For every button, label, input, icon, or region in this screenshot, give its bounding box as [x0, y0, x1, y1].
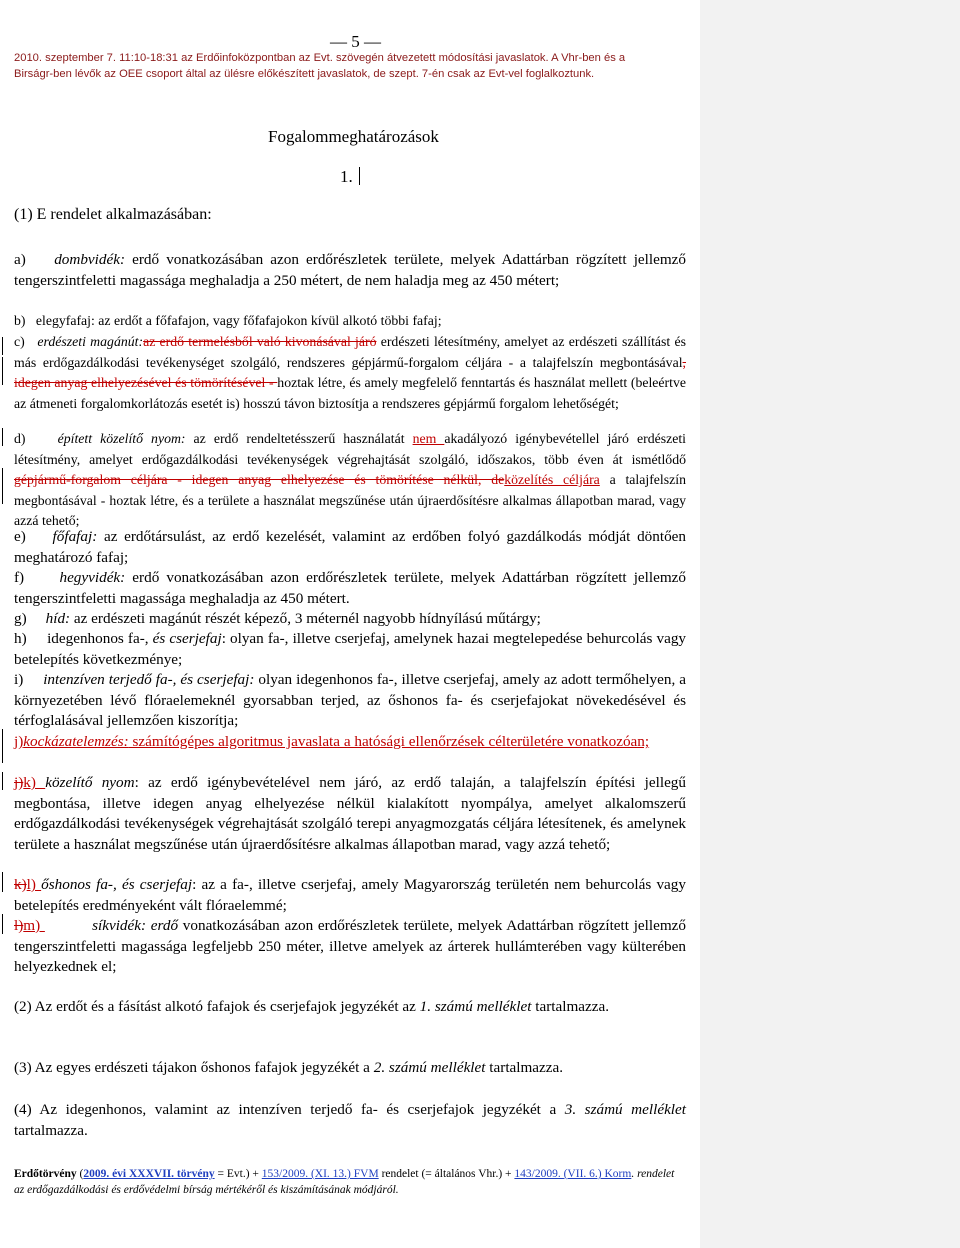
footer-law-link[interactable]: 2009. évi XXXVII. törvény — [83, 1168, 215, 1180]
annex-reference: 2. számú melléklet — [373, 1059, 486, 1076]
definition-e — [14, 527, 686, 568]
change-bar — [2, 914, 3, 934]
change-bar — [2, 872, 3, 892]
deleted-label: k) — [14, 876, 27, 893]
term-italic: és cserjefaj — [152, 630, 222, 647]
definition-m — [14, 916, 686, 978]
item-label: f) — [14, 569, 25, 586]
footer-text: rendelet (= általános Vhr.) + — [378, 1168, 515, 1180]
paragraph-text: tartalmazza. — [531, 998, 610, 1015]
inserted-label: m) — [23, 917, 45, 934]
text-cursor — [359, 167, 360, 185]
paragraph-4 — [14, 1100, 686, 1141]
term: közelítő nyom — [45, 774, 135, 791]
term: őshonos fa-, és cserjefaj — [41, 876, 193, 893]
term: elegyfafaj: — [35, 313, 95, 328]
definition-text: : olyan fa-, illetve cserjefaj, amelynek hazai megtelepedése behurcolás vagy betelepítés következménye; — [14, 630, 687, 668]
term: dombvidék: — [54, 251, 126, 268]
definition-h — [14, 629, 686, 670]
section-title: Fogalommeghatározások — [268, 127, 439, 146]
paragraph-2 — [14, 997, 686, 1018]
definition-text: az erdőt a főfafajon, vagy főfafajokon kívül alkotó többi fafaj; — [94, 313, 442, 328]
inserted-text: nem — [412, 431, 445, 446]
definition-text: a talajfelszín megbontásával - hoztak létre, és a területe a használat megszűnése után újraerdősítésre alkalmas állapotban marad, vagy azzá tehető; — [14, 472, 686, 528]
change-bar — [2, 428, 3, 446]
definition-text: : az a fa-, illetve cserjefaj, amely Magyarország területén nem behurcolás vagy betelepítés eredményeként vált flóraelemmé; — [14, 876, 686, 914]
item-label: b) — [14, 313, 26, 328]
definition-b — [14, 311, 686, 332]
item-label: i) — [14, 671, 24, 688]
paragraph-3 — [14, 1058, 686, 1079]
revision-note-line2: Birságr-ben lévők az OEE csoport által az ülésre előkészített javaslatok, de szept. 7-én csak az Evt-vel foglalkoztunk. — [14, 68, 595, 80]
deleted-text: gépjármű-forgalom céljára - idegen anyag elhelyezése és tömörítése nélkül, de — [14, 472, 505, 487]
term: híd: — [45, 610, 71, 627]
deleted-label: l) — [14, 917, 24, 934]
paragraph-text: tartalmazza. — [485, 1059, 564, 1076]
term: épített közelítő nyom: — [57, 431, 186, 446]
change-bar — [2, 772, 3, 790]
paragraph-text: (4) Az idegenhonos, valamint az intenzíven terjedő fa- és cserjefajok jegyzékét a — [14, 1101, 565, 1118]
footer-text: = Evt.) + — [214, 1168, 262, 1180]
term: intenzíven terjedő fa-, és cserjefaj: — [43, 671, 255, 688]
footer-decree-link-1[interactable]: 153/2009. (XI. 13.) FVM — [261, 1168, 379, 1180]
annex-reference: 3. számú melléklet — [564, 1101, 686, 1118]
item-label: h) — [14, 630, 27, 647]
term: idegenhonos fa-, — [47, 630, 153, 647]
definition-j — [14, 732, 686, 753]
definition-text: hoztak létre, és amely megfelelő fenntartás és használat mellett (beleértve az átmeneti forgalomkorlátozás esetét is) hosszú távon biztosítja a rendszeres gépjármű forgalom lehetőségét; — [14, 375, 686, 411]
definition-g — [14, 609, 686, 630]
inserted-label: j) — [14, 733, 24, 750]
inserted-text: számítógépes algoritmus javaslata a hatósági ellenőrzések célterületére vonatkozóan; — [128, 733, 650, 750]
page-number: — 5 — — [330, 32, 381, 51]
definition-text: akadályozó igénybevétellel járó erdészeti létesítmény, amelyet erdőgazdálkodási tevékenységek végrehajtását szolgáló, időszakos, több éven át ismétlődő — [14, 431, 687, 467]
change-bar — [2, 729, 3, 763]
definition-text: : az erdő igénybevételével nem járó, az erdő talaján, a talajfelszín építési jellegű megbontása, illetve idegen anyag elhelyezése nélkül kialakított nyompálya, amelyet alkalomszerű erdőgazdálkodási tevékenységek végrehajtását szolgáló terepi anyagmozgatás céljára létesítenek, és amelynek területe a használat megszűnése után újraerdősítésre alkalmas állapotban marad, vagy azzá tehető; — [14, 774, 686, 853]
footer-decree-link-2[interactable]: 143/2009. (VII. 6.) Korm — [514, 1168, 632, 1180]
definition-text: erdészeti létesítmény, amelyet az erdészeti szállítást és más erdőgazdálkodási tevékenységet szolgáló, rendszeres gépjármű-forgalom céljára - a talajfelszín megbontásával — [14, 334, 686, 370]
definition-text: az erdészeti magánút részét képező, 3 méternél nagyobb hídnyílású műtárgy; — [70, 610, 541, 627]
term: síkvidék: erdő — [92, 917, 179, 934]
item-label: d) — [14, 431, 26, 446]
definition-d — [14, 429, 686, 532]
definition-text: erdő vonatkozásában azon erdőrészletek területe, melyek Adattárban rögzített jellemző tengerszintfeletti magassága meghaladja az 450 métert. — [14, 569, 686, 607]
comment-margin — [700, 0, 960, 1248]
definition-text: olyan idegenhonos fa-, illetve cserjefaj, amely az adott termőhelyen, a környezetében lévő flóraelemeknél gyorsabban terjed, az őshonos fa- és cserjefajokat növekedésével és térfoglalásával jellemzően kiszorítja; — [14, 671, 686, 729]
change-bar — [2, 468, 3, 504]
paragraph-text: (2) Az erdőt és a fásítást alkotó fafajok és cserjefajok jegyzékét az — [14, 998, 420, 1015]
item-label: a) — [14, 251, 26, 268]
term: főfafaj: — [52, 528, 98, 545]
definition-text: vonatkozásában azon erdőrészletek területe, melyek Adattárban rögzített jellemző tengerszintfeletti magassága legfeljebb 250 méter, illetve amelyek az árterek hullámterében vagy külterében helyezkednek el; — [14, 917, 686, 975]
definition-i — [14, 670, 686, 732]
item-label: e) — [14, 528, 26, 545]
paragraph-text: (3) Az egyes erdészeti tájakon őshonos fafajok jegyzékét a — [14, 1059, 374, 1076]
footer-text: . rendelet az erdőgazdálkodási és erdővédelmi bírság mértékéről és kiszámításának módjáról. — [14, 1168, 675, 1196]
item-label: g) — [14, 610, 27, 627]
definition-text: az erdőtársulást, az erdő kezelését, valamint az erdőben folyó gazdálkodás módját döntően meghatározó fafaj; — [14, 528, 687, 566]
definition-text: erdő vonatkozásában azon erdőrészletek területe, melyek Adattárban rögzített jellemző tengerszintfeletti magassága meghaladja a 250 métert, de nem haladja meg az 450 métert; — [14, 251, 687, 289]
definition-f — [14, 568, 686, 609]
definition-c — [14, 332, 686, 414]
term: erdészeti magánút: — [37, 334, 144, 349]
page-footer — [14, 1166, 686, 1198]
definition-text: az erdő rendeltetésszerű használatát — [185, 431, 413, 446]
inserted-text: közelítés céljára — [504, 472, 600, 487]
deleted-label: j) — [14, 774, 24, 791]
definition-a — [14, 250, 686, 291]
term: hegyvidék: — [59, 569, 126, 586]
change-bar — [2, 357, 3, 385]
annex-reference: 1. számú melléklet — [419, 998, 532, 1015]
deleted-text: az erdő termelésből való kivonásával járó — [143, 334, 377, 349]
footer-law-name: Erdőtörvény — [14, 1168, 77, 1180]
section-number — [340, 167, 360, 187]
inserted-label: k) — [23, 774, 46, 791]
deleted-text: , idegen anyag elhelyezésével és tömörítésével - — [14, 354, 686, 390]
change-bar — [2, 337, 3, 355]
definition-l — [14, 875, 686, 916]
definition-k — [14, 773, 686, 855]
intro-paragraph: (1) E rendelet alkalmazásában: — [14, 206, 212, 223]
section-number-text: 1. — [340, 167, 353, 186]
paragraph-text: tartalmazza. — [14, 1121, 88, 1139]
inserted-label: l) — [26, 876, 42, 893]
inserted-term: kockázatelemzés: — [23, 733, 129, 750]
revision-note-line1: 2010. szeptember 7. 11:10-18:31 az Erdőinfoközpontban az Evt. szövegén átvezetett módosítási javaslatok. A Vhr-ben és a — [14, 52, 626, 64]
footer-text: ( — [76, 1168, 84, 1180]
item-label: c) — [14, 334, 25, 349]
